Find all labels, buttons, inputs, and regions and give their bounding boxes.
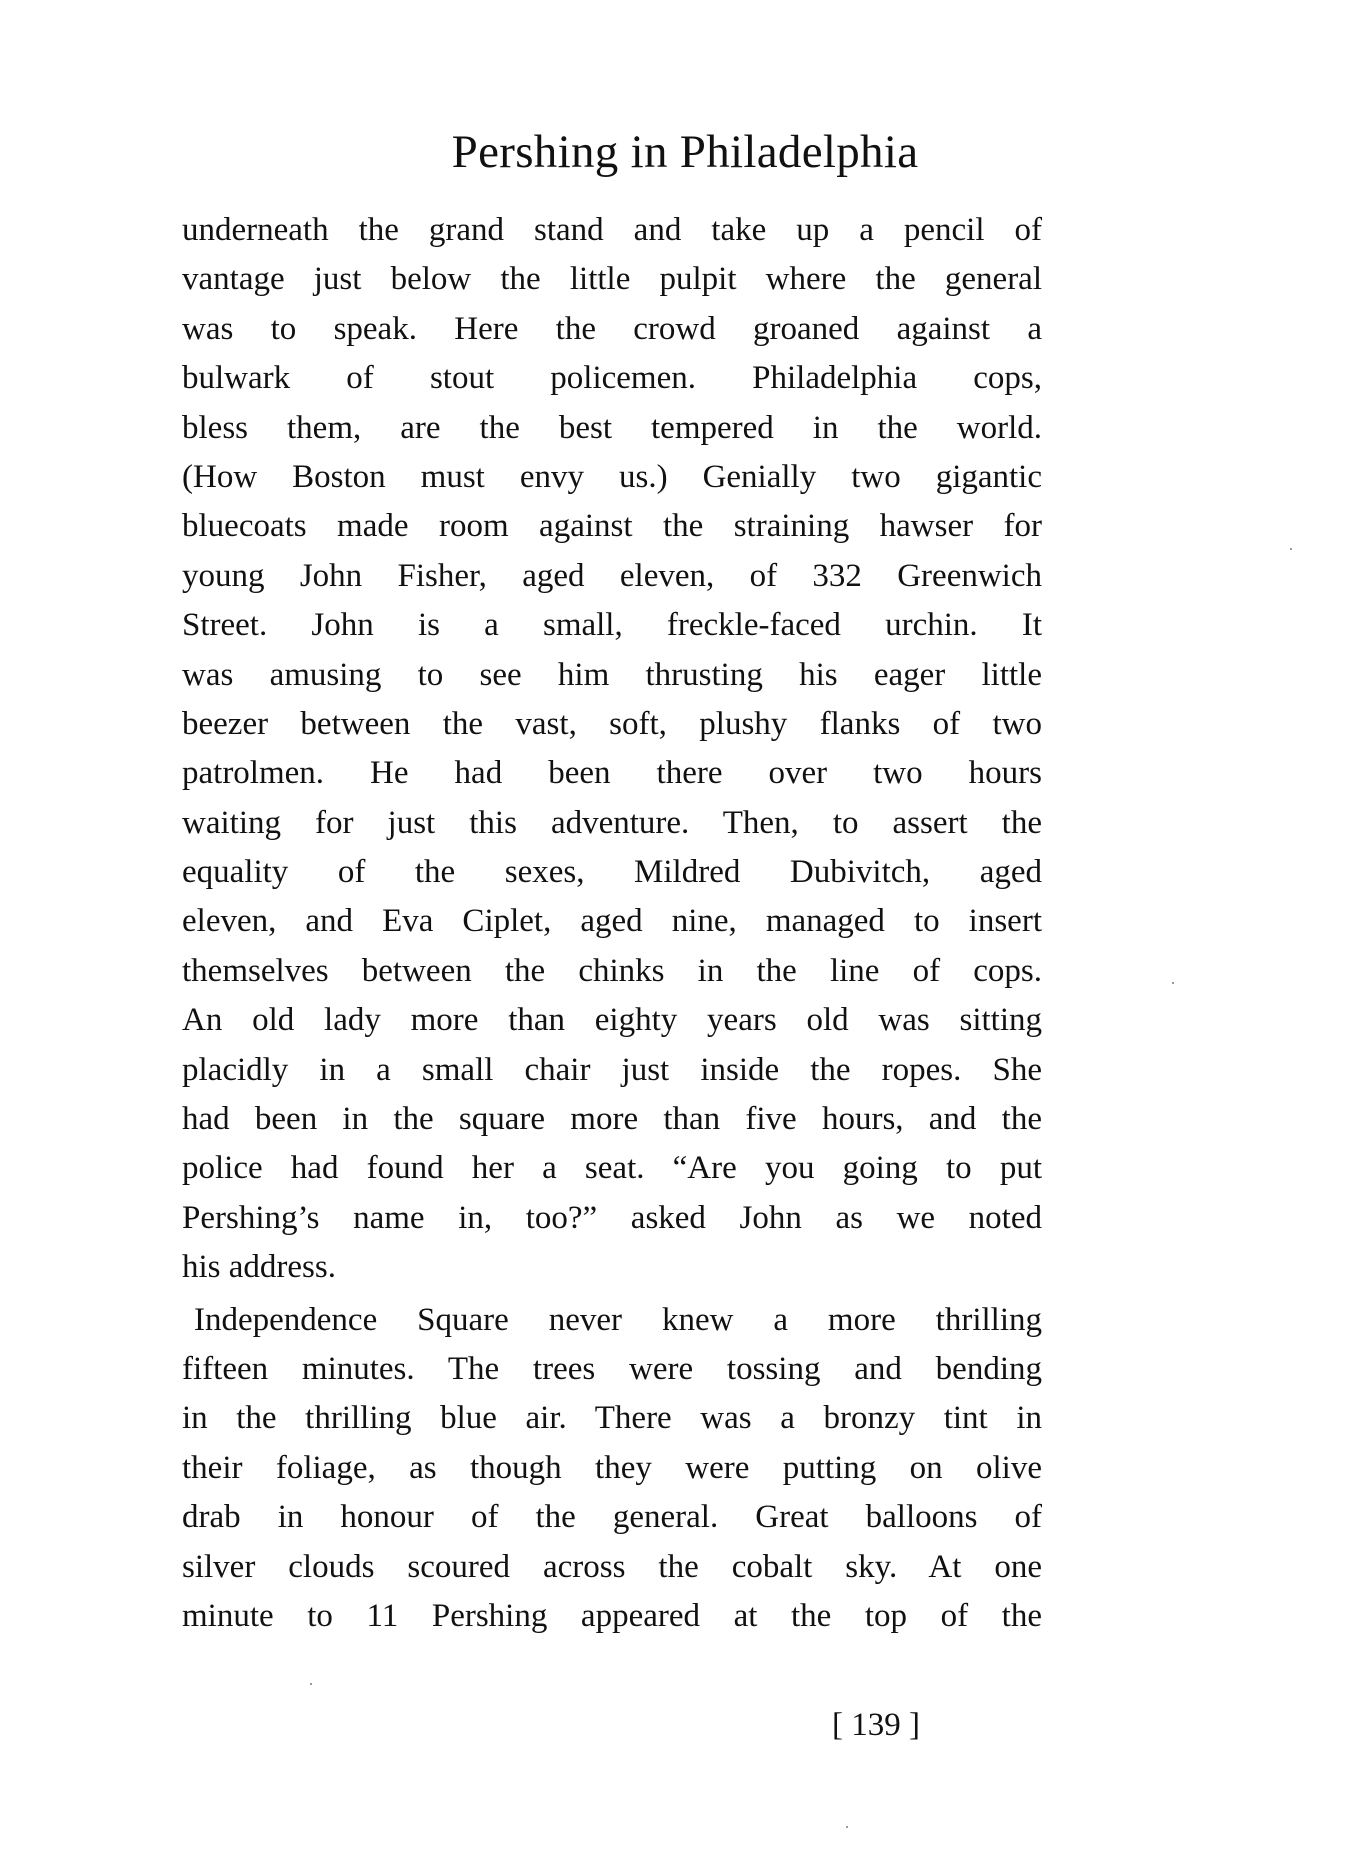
text-line: (How Boston must envy us.) Genially two gigantic — [182, 458, 1042, 495]
text-line: Independence Square never knew a more thrilling — [194, 1301, 1042, 1338]
text-line: underneath the grand stand and take up a pencil of — [182, 212, 1042, 248]
text-line: young John Fisher, aged eleven, of 332 Greenwich — [182, 557, 1042, 594]
text-line: themselves between the chinks in the line of cops. — [182, 952, 1042, 989]
text-line: police had found her a seat. “Are you going to put — [182, 1150, 1042, 1187]
text-line: minute to 11 Pershing appeared at the top of the — [182, 1597, 1042, 1634]
text-line: fifteen minutes. The trees were tossing and bending — [182, 1350, 1042, 1387]
text-line: had been in the square more than five hours, and the — [182, 1101, 1042, 1138]
text-line: eleven, and Eva Ciplet, aged nine, managed to insert — [182, 903, 1042, 940]
scan-speck — [310, 1683, 312, 1685]
text-line: vantage just below the little pulpit where the general — [182, 261, 1042, 298]
running-head: Pershing in Philadelphia — [451, 126, 919, 178]
scan-speck — [846, 1826, 848, 1828]
text-line: bluecoats made room against the straining hawser for — [182, 508, 1042, 545]
paragraph-1 — [182, 206, 1042, 1293]
text-line: was amusing to see him thrusting his eager little — [182, 656, 1042, 693]
text-line: An old lady more than eighty years old was sitting — [182, 1002, 1042, 1039]
scan-speck — [1290, 548, 1292, 550]
scan-speck — [1172, 982, 1174, 984]
text-line: their foliage, as though they were putting on olive — [182, 1449, 1042, 1486]
page-number: [ 139 ] — [832, 1707, 920, 1743]
text-line: in the thrilling blue air. There was a bronzy tint in — [182, 1400, 1042, 1437]
text-line: beezer between the vast, soft, plushy flanks of two — [182, 705, 1042, 742]
text-line: equality of the sexes, Mildred Dubivitch, aged — [182, 854, 1042, 891]
text-line: waiting for just this adventure. Then, to assert the — [182, 804, 1042, 841]
body-text — [182, 206, 1042, 1641]
text-line: silver clouds scoured across the cobalt sky. At one — [182, 1548, 1042, 1585]
paragraph-2 — [182, 1296, 1042, 1642]
text-line: his address. — [182, 1249, 336, 1286]
text-line: patrolmen. He had been there over two hours — [182, 755, 1042, 792]
text-line: placidly in a small chair just inside the ropes. She — [182, 1051, 1042, 1088]
text-line: bulwark of stout policemen. Philadelphia cops, — [182, 360, 1042, 397]
text-line: Street. John is a small, freckle-faced urchin. It — [182, 607, 1042, 644]
text-line: was to speak. Here the crowd groaned against a — [182, 310, 1042, 347]
text-line: Pershing’s name in, too?” asked John as we noted — [182, 1199, 1042, 1236]
text-line: bless them, are the best tempered in the world. — [182, 409, 1042, 446]
text-line: drab in honour of the general. Great balloons of — [182, 1499, 1042, 1536]
